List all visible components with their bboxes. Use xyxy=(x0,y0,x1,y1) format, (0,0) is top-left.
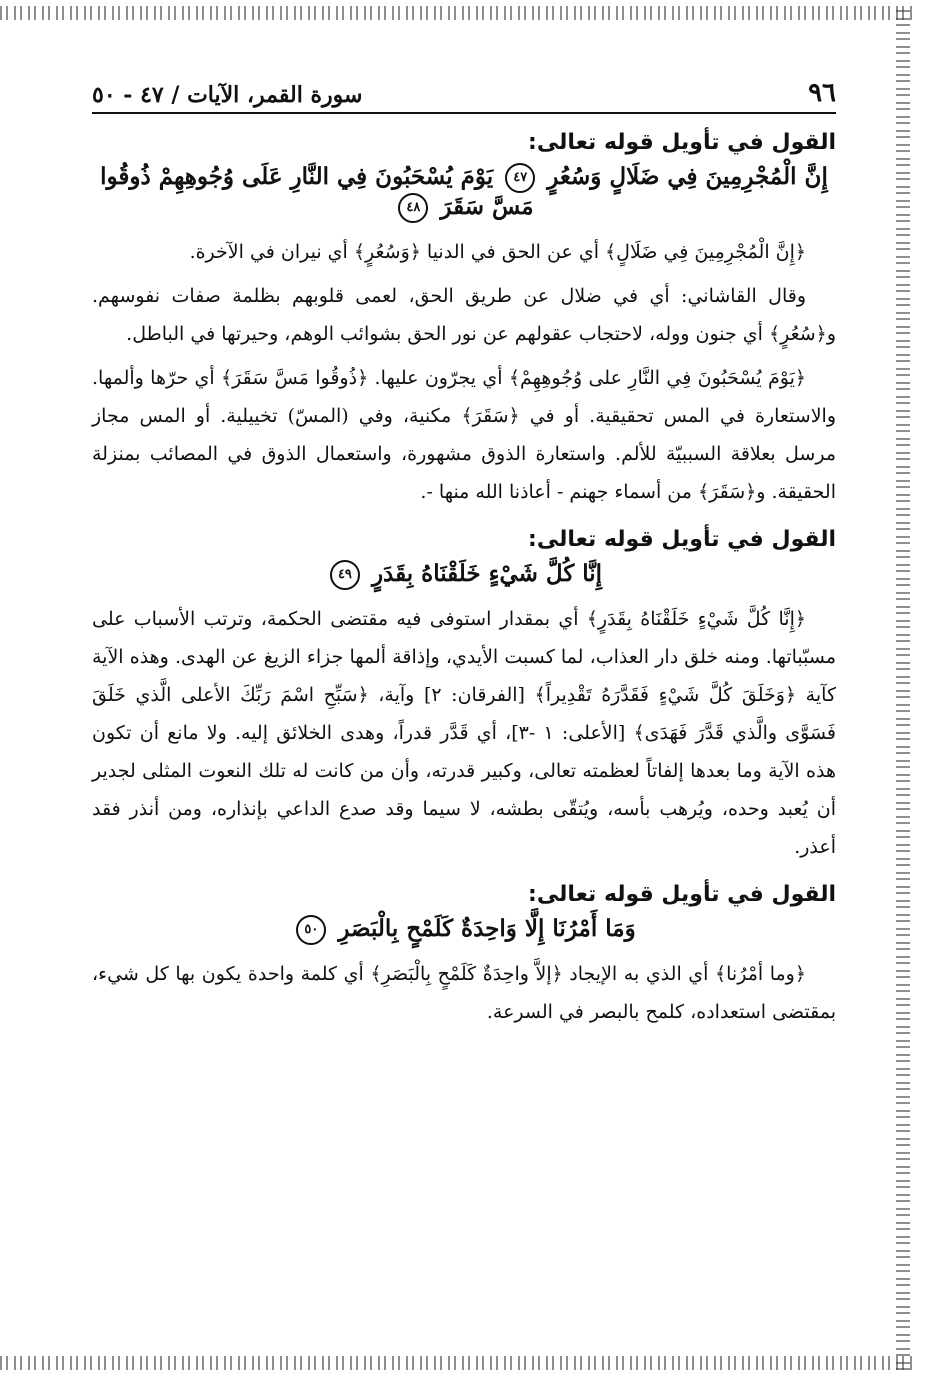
quran-verse xyxy=(92,915,836,945)
quran-verse xyxy=(92,163,836,223)
decorative-border-bottom xyxy=(0,1356,912,1370)
commentary-paragraph: ﴿إِنَّا كُلَّ شَيْءٍ خَلَقْنَاهُ بِقَدَرٍ﴾ أي بمقدار استوفى فيه مقتضى الحكمة، وترتب الأسباب على مسبّباتها. ومنه خلق دار العذاب، لما كسبت الأيدي، وإذاقة ألمها جزاء الزيغ عن الهدى. وهذه الآية كآية ﴿وَخَلَقَ كُلَّ شَيْءٍ فَقَدَّرَهُ تَقْدِيراً﴾ [الفرقان: ٢] وآية، ﴿سَبِّحِ اسْمَ رَبِّكَ الأعلى الَّذي خَلَقَ فَسَوَّى والَّذي قَدَّرَ فَهَدَى﴾ [الأعلى: ١ -٣]، أي قَدَّر قدراً، وهدى الخلائق إليه. ولا مانع أن تكون هذه الآية وما بعدها إلفاتاً لعظمته تعالى، وكبير قدرته، وأن من كانت له تلك النعوت المثلى لجدير أن يُعبد وحده، ويُرهب بأسه، ويُتقّى بطشه، لا سيما وقد صدع الداعي بإنذاره، ومن أنذر فقد أعذر. xyxy=(92,608,836,858)
running-title: سورة القمر، الآيات / ٤٧ - ٥٠ xyxy=(92,82,363,108)
ayah-number-badge: ٤٩ xyxy=(330,560,360,590)
verse-text: إِنَّا كُلَّ شَيْءٍ خَلَقْنَاهُ بِقَدَرٍ xyxy=(371,560,603,587)
page-number: ٩٦ xyxy=(808,78,836,108)
section-2 xyxy=(92,527,836,866)
commentary-paragraph: ﴿يَوْمَ يُسْحَبُونَ فِي النَّارِ على وُجُوهِهِمْ﴾ أي يجرّون عليها. ﴿ذُوقُوا مَسَّ سَقَرَ﴾ أي حرّها وألمها. والاستعارة في المس تحقيقية. أو في ﴿سَقَرَ﴾ مكنية، وفي (المسّ) تخييلية. أو المس مجاز مرسل بعلاقة السببيّة للألم. واستعارة الذوق مشهورة، واستعمال الذوق في المصائب بمنزلة الحقيقة. و﴿سَقَرَ﴾ من أسماء جهنم - أعاذنا الله منها -. xyxy=(92,367,836,503)
page-header xyxy=(92,66,836,114)
section-3 xyxy=(92,882,836,1031)
commentary-paragraph: ﴿إِنَّ الْمُجْرِمِينَ فِي ضَلَالٍ﴾ أي عن الحق في الدنيا ﴿وَسُعُرٍ﴾ أي نيران في الآخرة. xyxy=(189,241,806,263)
verse-text: وَمَا أَمْرُنَا إِلَّا وَاحِدَةٌ كَلَمْحٍ بِالْبَصَرِ xyxy=(338,915,636,942)
verse-text: إِنَّ الْمُجْرِمِينَ فِي ضَلَالٍ وَسُعُرٍ xyxy=(547,163,828,190)
section-1 xyxy=(92,130,836,511)
book-page xyxy=(92,66,836,1336)
decorative-border-right xyxy=(896,6,910,1370)
ayah-number-badge: ٥٠ xyxy=(296,915,326,945)
section-heading: القول في تأويل قوله تعالى: xyxy=(528,130,836,155)
ayah-number-badge: ٤٧ xyxy=(505,163,535,193)
commentary-paragraph: وقال القاشاني: أي في ضلال عن طريق الحق، لعمى قلوبهم بظلمة صفات نفوسهم. و﴿سُعُرٍ﴾ أي جنون ووله، لاحتجاب عقولهم عن نور الحق بشوائب الوهم، وحيرتها في الباطل. xyxy=(92,285,836,345)
decorative-border-top xyxy=(0,6,912,20)
ayah-number-badge: ٤٨ xyxy=(398,193,428,223)
quran-verse xyxy=(92,560,836,590)
section-heading: القول في تأويل قوله تعالى: xyxy=(528,882,836,907)
section-heading: القول في تأويل قوله تعالى: xyxy=(528,527,836,552)
verse-text: يَوْمَ يُسْحَبُونَ فِي النَّارِ عَلَى وُجُوهِهِمْ ذُوقُوا مَسَّ سَقَرَ xyxy=(100,163,534,220)
commentary-paragraph: ﴿وما أمْرُنا﴾ أي الذي به الإيجاد ﴿إلاَّ واحِدَةٌ كَلَمْحٍ بِالْبَصَرِ﴾ أي كلمة واحدة يكون بها كل شيء، بمقتضى استعداده، كلمح بالبصر في السرعة. xyxy=(92,963,836,1023)
